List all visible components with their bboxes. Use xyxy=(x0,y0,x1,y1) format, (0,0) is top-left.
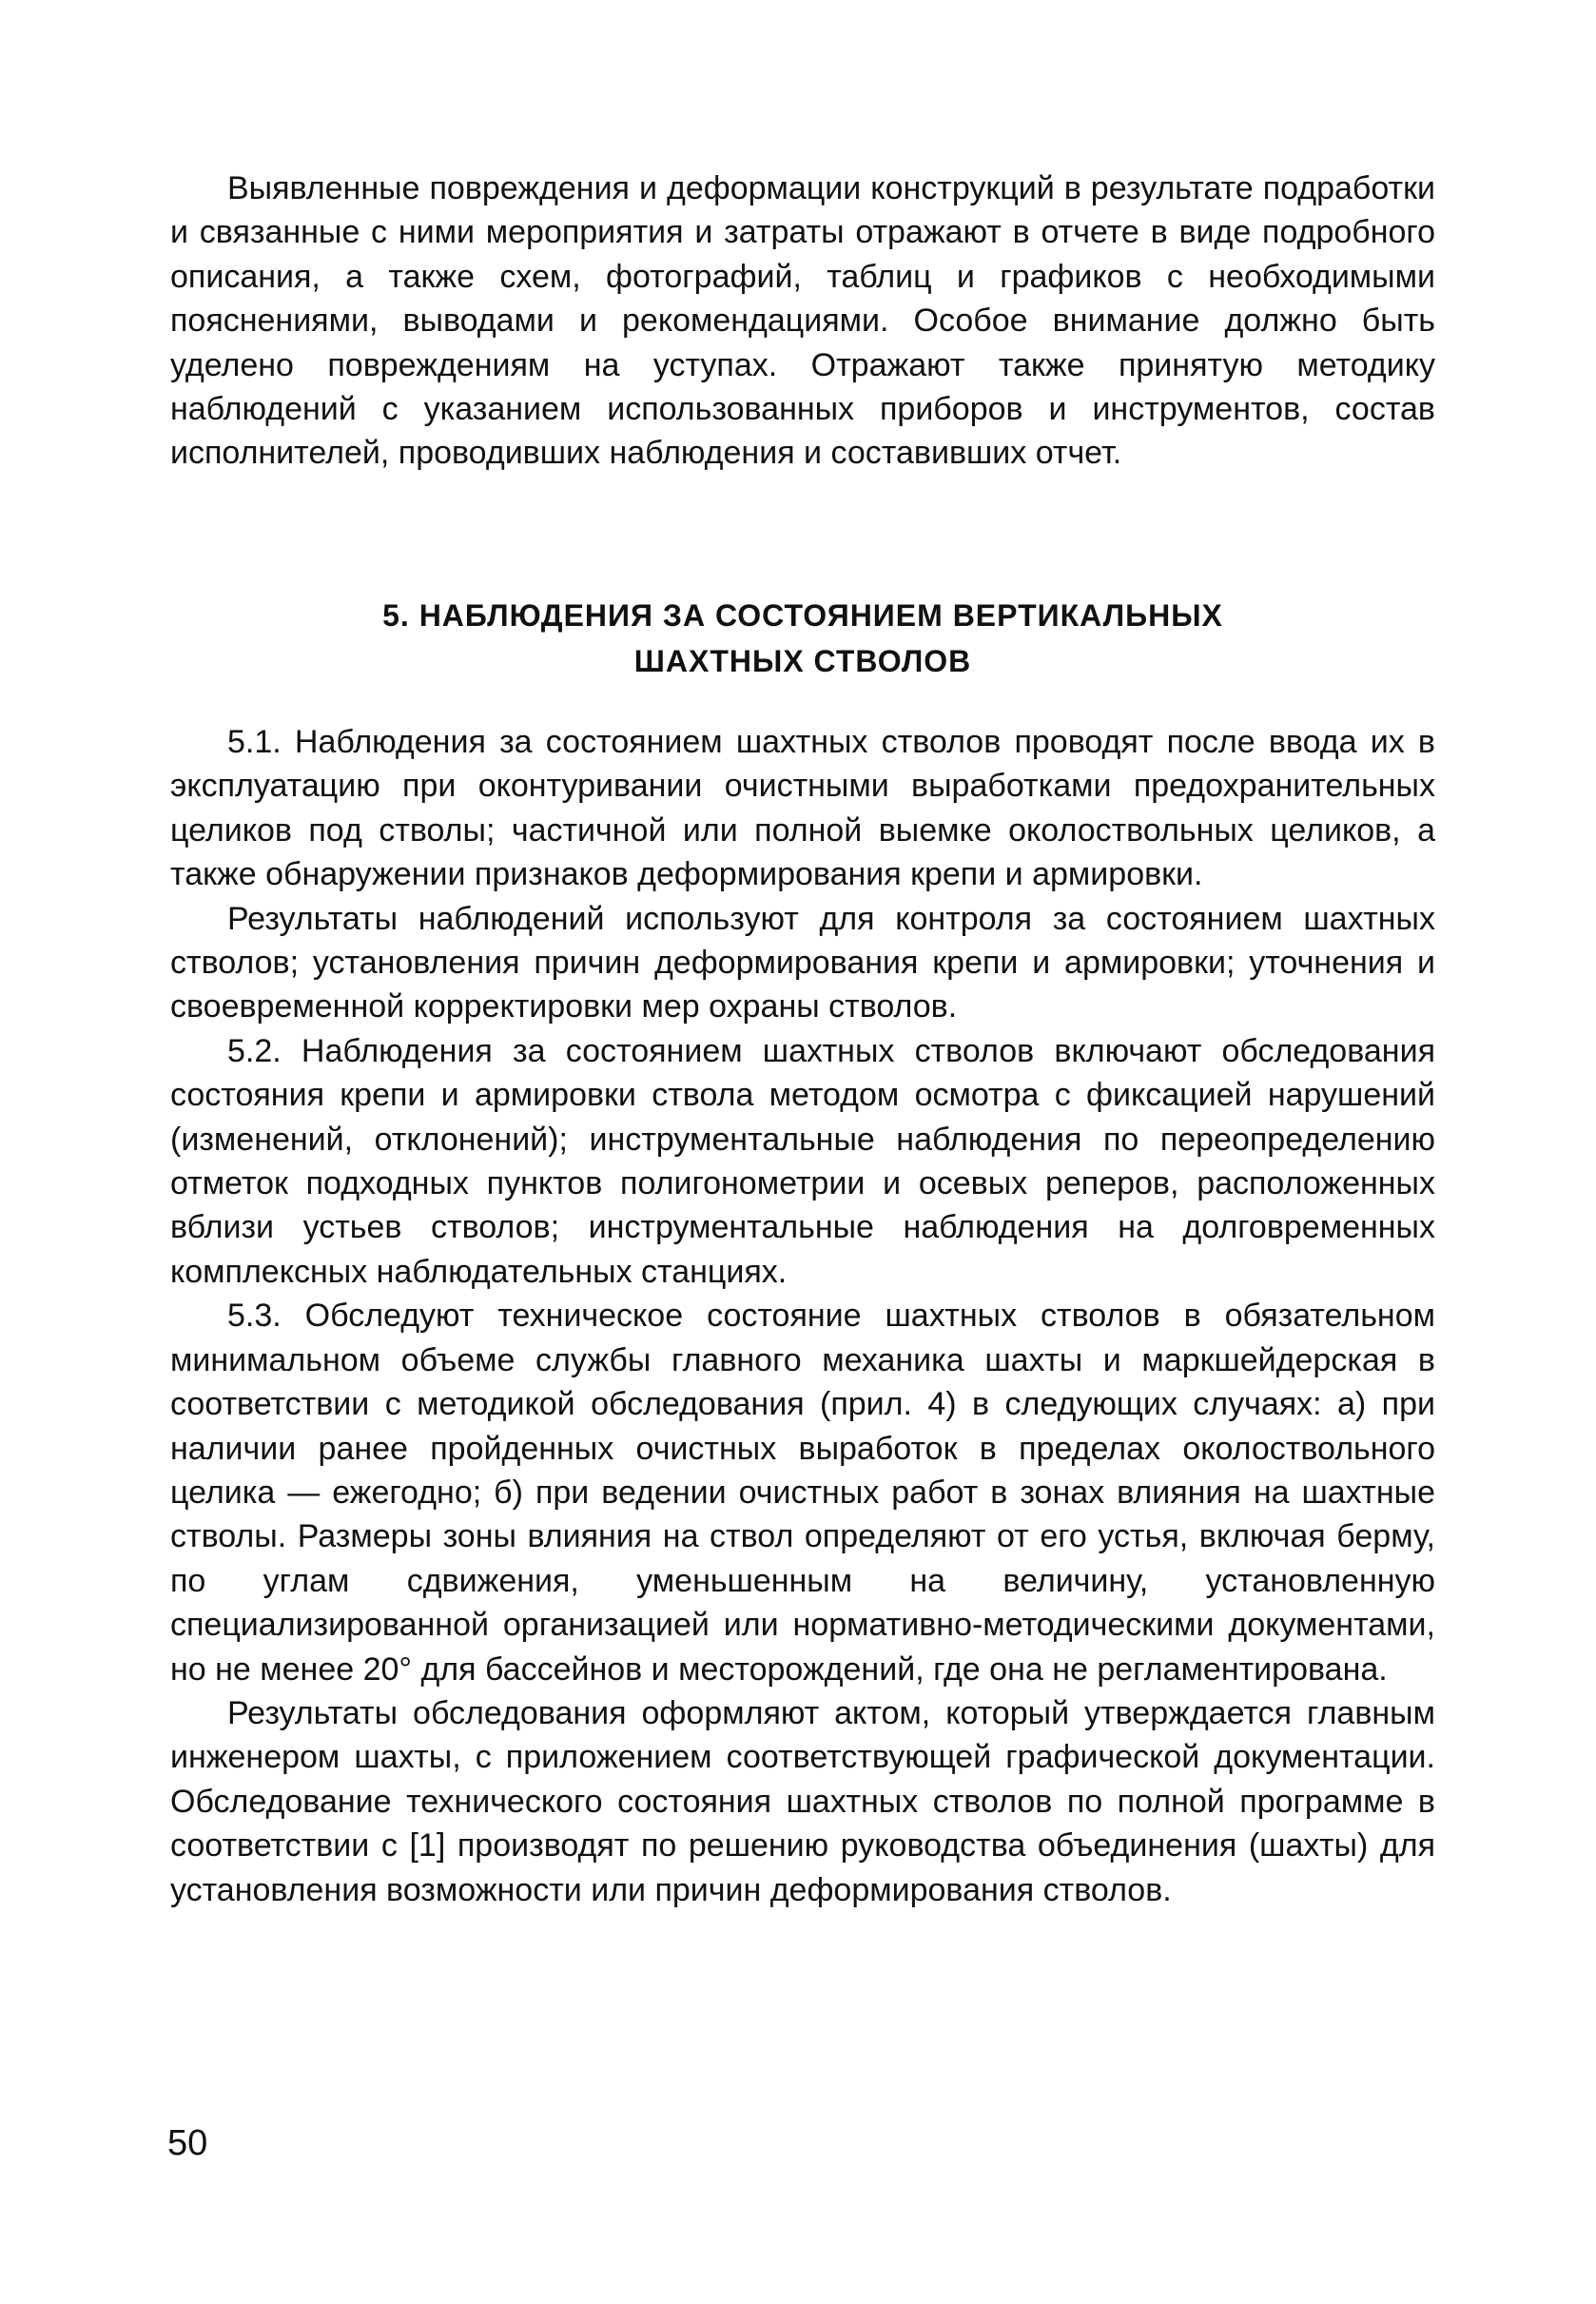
section-heading-line-1: 5. НАБЛЮДЕНИЯ ЗА СОСТОЯНИЕМ ВЕРТИКАЛЬНЫХ xyxy=(382,598,1223,633)
intro-section xyxy=(170,166,1435,476)
paragraph-results-usage: Результаты наблюдений используют для контроля за состоянием шахтных стволов; установления причин деформирования крепи и армировки; уточнения и своевременной корректировки мер охраны стволов. xyxy=(170,900,1435,1025)
paragraph-5-1: 5.1. Наблюдения за состоянием шахтных стволов проводят после ввода их в эксплуатацию при оконтуривании очистными выработками предохранительных целиков под стволы; частичной или полной выемке околоствольных целиков, а также обнаружении признаков деформирования крепи и армировки. xyxy=(170,724,1435,893)
section-heading-line-2: ШАХТНЫХ СТВОЛОВ xyxy=(633,644,972,678)
paragraph-5-3: 5.3. Обследуют техническое состояние шахтных стволов в обязательном минимальном объеме службы главного механика шахты и маркшейдерская в соответствии с методикой обследования (прил. 4) в следующих случаях: а) при наличии ранее пройденных очистных выработок в пределах околоствольного целика — ежегодно; б) при ведении очистных работ в зонах влияния на шахтные стволы. Размеры зоны влияния на ствол определяют от его устья, включая берму, по углам сдвижения, уменьшенным на величину, установленную специализированной организацией или нормативно-методическими документами, но не менее 20° для бассейнов и месторождений, где она не регламентирована. xyxy=(170,1298,1435,1688)
page-number: 50 xyxy=(167,2123,208,2163)
intro-paragraph: Выявленные повреждения и деформации конструкций в результате подработки и связанные с ними мероприятия и затраты отражают в отчете в виде подробного описания, а также схем, фотографий, таблиц и графиков с необходимыми пояснениями, выводами и рекомендациями. Особое внимание должно быть уделено повреждениям на уступах. Отражают также принятую методику наблюдений с указанием использованных приборов и инструментов, состав исполнителей, проводивших наблюдения и составивших отчет. xyxy=(170,170,1435,472)
section-heading xyxy=(170,593,1435,684)
paragraph-inspection-results: Результаты обследования оформляют актом, который утверждается главным инженером шахты, с приложением соответствующей графической документации. Обследование технического состояния шахтных стволов по полной программе в соответствии с [1] производят по решению руководства объединения (шахты) для установления возможности или причин деформирования стволов. xyxy=(170,1694,1435,1908)
paragraph-5-2: 5.2. Наблюдения за состоянием шахтных стволов включают обследования состояния крепи и армировки ствола методом осмотра с фиксацией нарушений (изменений, отклонений); инструментальные наблюдения по переопределению отметок подходных пунктов полигонометрии и осевых реперов, расположенных вблизи устьев стволов; инструментальные наблюдения на долговременных комплексных наблюдательных станциях. xyxy=(170,1032,1435,1290)
section-body xyxy=(170,720,1435,1912)
